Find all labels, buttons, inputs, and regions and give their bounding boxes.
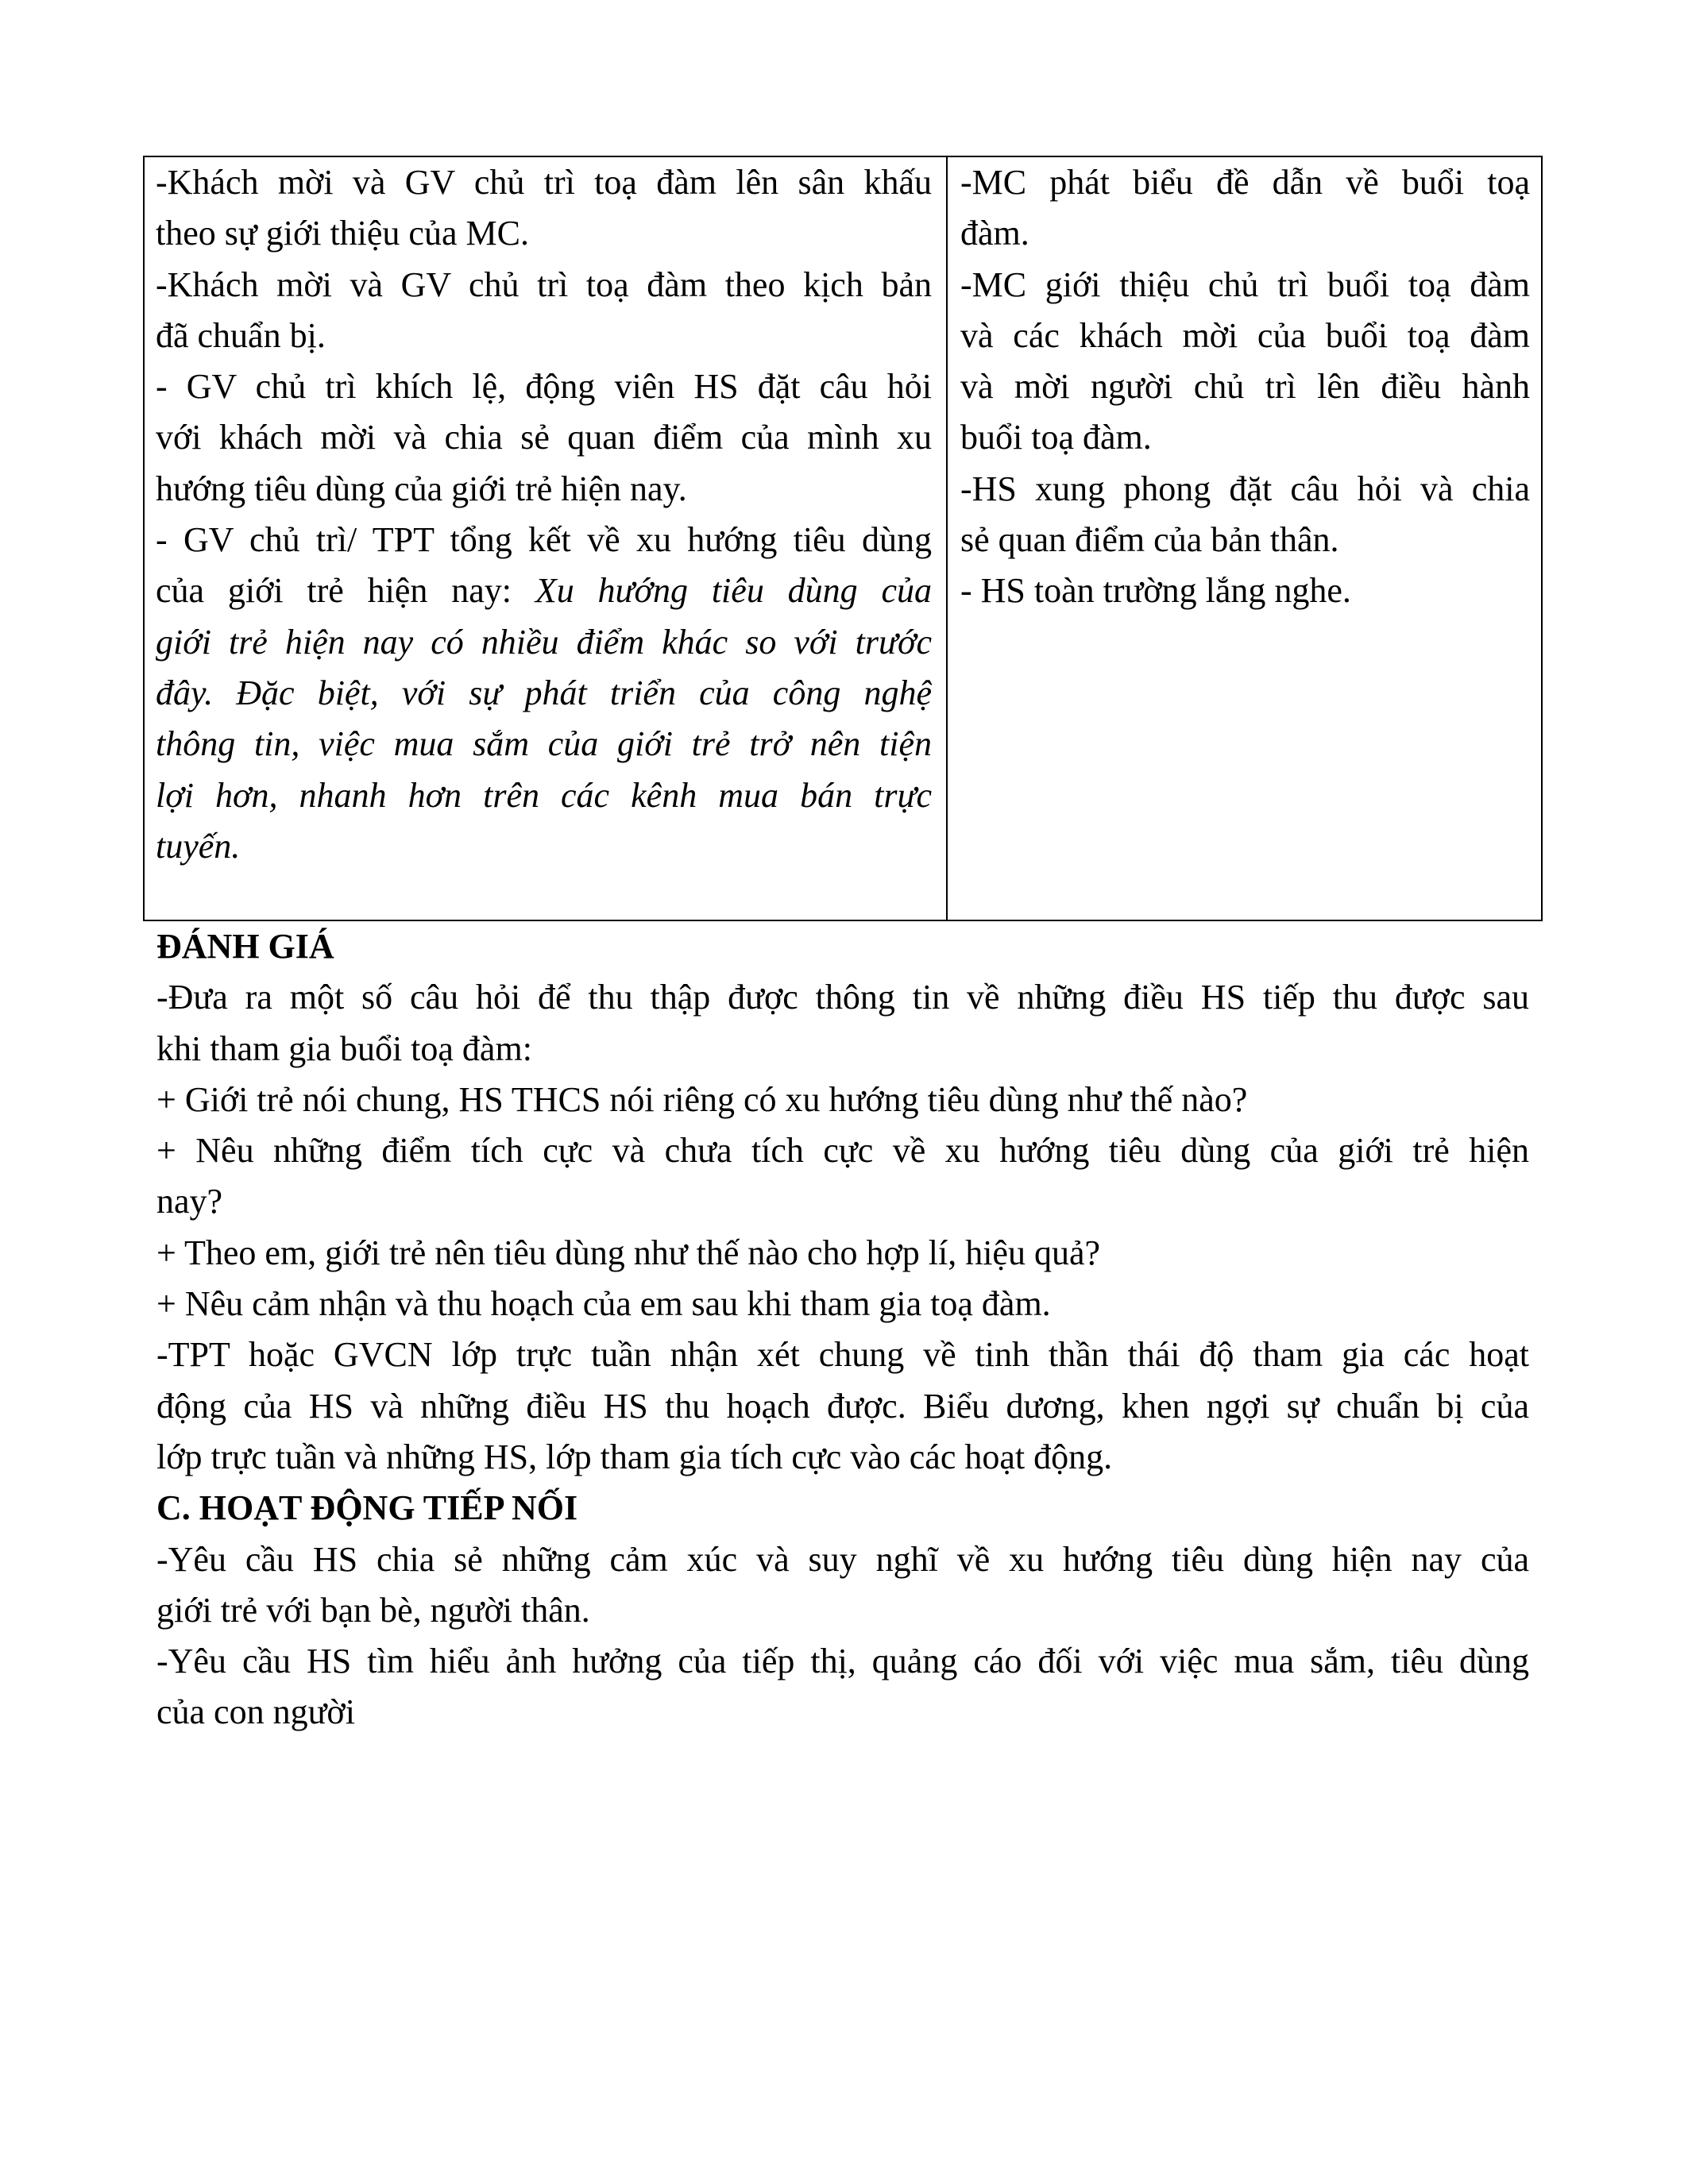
text-line xyxy=(156,972,1529,1023)
text-run: động của HS và những điều HS thu hoạch được. Biểu dương, khen ngợi sự chuẩn bị của xyxy=(156,1386,1529,1426)
text-line xyxy=(156,412,932,463)
text-line xyxy=(156,361,932,412)
text-line xyxy=(156,1534,1529,1585)
text-line xyxy=(960,565,1530,616)
text-run: theo sự giới thiệu của MC. xyxy=(156,214,529,253)
text-run: - GV chủ trì khích lệ, động viên HS đặt câu hỏi xyxy=(156,367,932,407)
text-line xyxy=(156,464,932,515)
text-line xyxy=(960,208,1530,259)
italic-text-run: tuyến. xyxy=(156,826,241,866)
text-run: -MC giới thiệu chủ trì buổi toạ đàm xyxy=(960,264,1530,304)
text-line xyxy=(156,770,932,821)
italic-text-run: giới trẻ hiện nay có nhiều điểm khác so với trước xyxy=(156,622,932,662)
text-run: giới trẻ với bạn bè, người thân. xyxy=(156,1590,590,1630)
text-line xyxy=(156,617,932,668)
text-line xyxy=(156,157,932,208)
italic-text-run: đây. Đặc biệt, với sự phát triển của công nghệ xyxy=(156,673,932,712)
text-run: - GV chủ trì/ TPT tổng kết về xu hướng tiêu dùng xyxy=(156,520,932,560)
text-line xyxy=(960,361,1530,412)
text-line xyxy=(156,1228,1529,1279)
text-line xyxy=(156,565,932,616)
text-run: với khách mời và chia sẻ quan điểm của mình xu xyxy=(156,418,932,457)
text-line xyxy=(960,260,1530,311)
text-line xyxy=(156,1585,1529,1636)
text-run: khi tham gia buổi toạ đàm: xyxy=(156,1028,532,1068)
text-run: và các khách mời của buổi toạ đàm xyxy=(960,315,1530,355)
section-heading xyxy=(156,921,1529,972)
text-line xyxy=(156,1125,1529,1176)
text-run: - HS toàn trường lắng nghe. xyxy=(960,571,1351,611)
text-line xyxy=(960,515,1530,565)
text-line xyxy=(156,1636,1529,1687)
text-line xyxy=(156,311,932,361)
section-heading xyxy=(156,1483,1529,1534)
text-line xyxy=(156,821,932,872)
text-line xyxy=(960,157,1530,208)
text-line xyxy=(156,668,932,719)
text-line xyxy=(960,464,1530,515)
teacher-activities-cell xyxy=(145,157,948,920)
text-line xyxy=(960,412,1530,463)
text-line xyxy=(156,1176,1529,1227)
text-line xyxy=(156,1329,1529,1380)
student-activities-cell xyxy=(948,157,1541,920)
text-run: đã chuẩn bị. xyxy=(156,315,326,355)
text-line xyxy=(156,1687,1529,1738)
text-run: của giới trẻ hiện nay: xyxy=(156,571,535,611)
italic-text-run: lợi hơn, nhanh hơn trên các kênh mua bán trực xyxy=(156,775,932,815)
text-line xyxy=(156,1432,1529,1483)
text-run: -Đưa ra một số câu hỏi để thu thập được thông tin về những điều HS tiếp thu được sau xyxy=(156,978,1529,1017)
text-run: + Nêu cảm nhận và thu hoạch của em sau khi tham gia toạ đàm. xyxy=(156,1284,1051,1324)
text-run: đàm. xyxy=(960,214,1029,253)
text-run: + Theo em, giới trẻ nên tiêu dùng như thế nào cho hợp lí, hiệu quả? xyxy=(156,1233,1100,1272)
text-run: + Nêu những điểm tích cực và chưa tích cực về xu hướng tiêu dùng của giới trẻ hiện xyxy=(156,1131,1529,1171)
text-run: -Yêu cầu HS tìm hiểu ảnh hưởng của tiếp thị, quảng cáo đối với việc mua sắm, tiêu dùng xyxy=(156,1642,1529,1681)
text-run: C. HOẠT ĐỘNG TIẾP NỐI xyxy=(156,1488,578,1528)
text-line xyxy=(156,260,932,311)
text-run: -Khách mời và GV chủ trì toạ đàm lên sân khấu xyxy=(156,163,932,202)
text-run: -TPT hoặc GVCN lớp trực tuần nhận xét chung về tinh thần thái độ tham gia các hoạt xyxy=(156,1335,1529,1375)
text-run: + Giới trẻ nói chung, HS THCS nói riêng có xu hướng tiêu dùng như thế nào? xyxy=(156,1079,1248,1119)
text-line xyxy=(156,719,932,770)
text-run: -MC phát biểu đề dẫn về buổi toạ xyxy=(960,163,1530,202)
text-run: và mời người chủ trì lên điều hành xyxy=(960,367,1530,407)
text-line xyxy=(156,1024,1529,1075)
text-line xyxy=(156,1381,1529,1432)
activity-table xyxy=(143,156,1543,921)
text-run: -Khách mời và GV chủ trì toạ đàm theo kịch bản xyxy=(156,264,932,304)
text-line xyxy=(156,1279,1529,1329)
text-run: hướng tiêu dùng của giới trẻ hiện nay. xyxy=(156,469,687,508)
italic-text-run: thông tin, việc mua sắm của giới trẻ trở nên tiện xyxy=(156,724,932,764)
text-run: của con người xyxy=(156,1692,355,1732)
text-run: ĐÁNH GIÁ xyxy=(156,927,334,966)
italic-text-run: Xu hướng tiêu dùng của xyxy=(535,571,932,611)
document-body xyxy=(156,921,1529,1738)
text-run: nay? xyxy=(156,1182,223,1221)
text-run: sẻ quan điểm của bản thân. xyxy=(960,520,1339,560)
text-run: -Yêu cầu HS chia sẻ những cảm xúc và suy nghĩ về xu hướng tiêu dùng hiện nay của xyxy=(156,1539,1529,1579)
text-line xyxy=(156,1075,1529,1125)
text-run: buổi toạ đàm. xyxy=(960,418,1152,457)
text-run: lớp trực tuần và những HS, lớp tham gia tích cực vào các hoạt động. xyxy=(156,1437,1113,1476)
text-run: -HS xung phong đặt câu hỏi và chia xyxy=(960,469,1530,508)
text-line xyxy=(156,515,932,565)
text-line xyxy=(960,311,1530,361)
text-line xyxy=(156,208,932,259)
